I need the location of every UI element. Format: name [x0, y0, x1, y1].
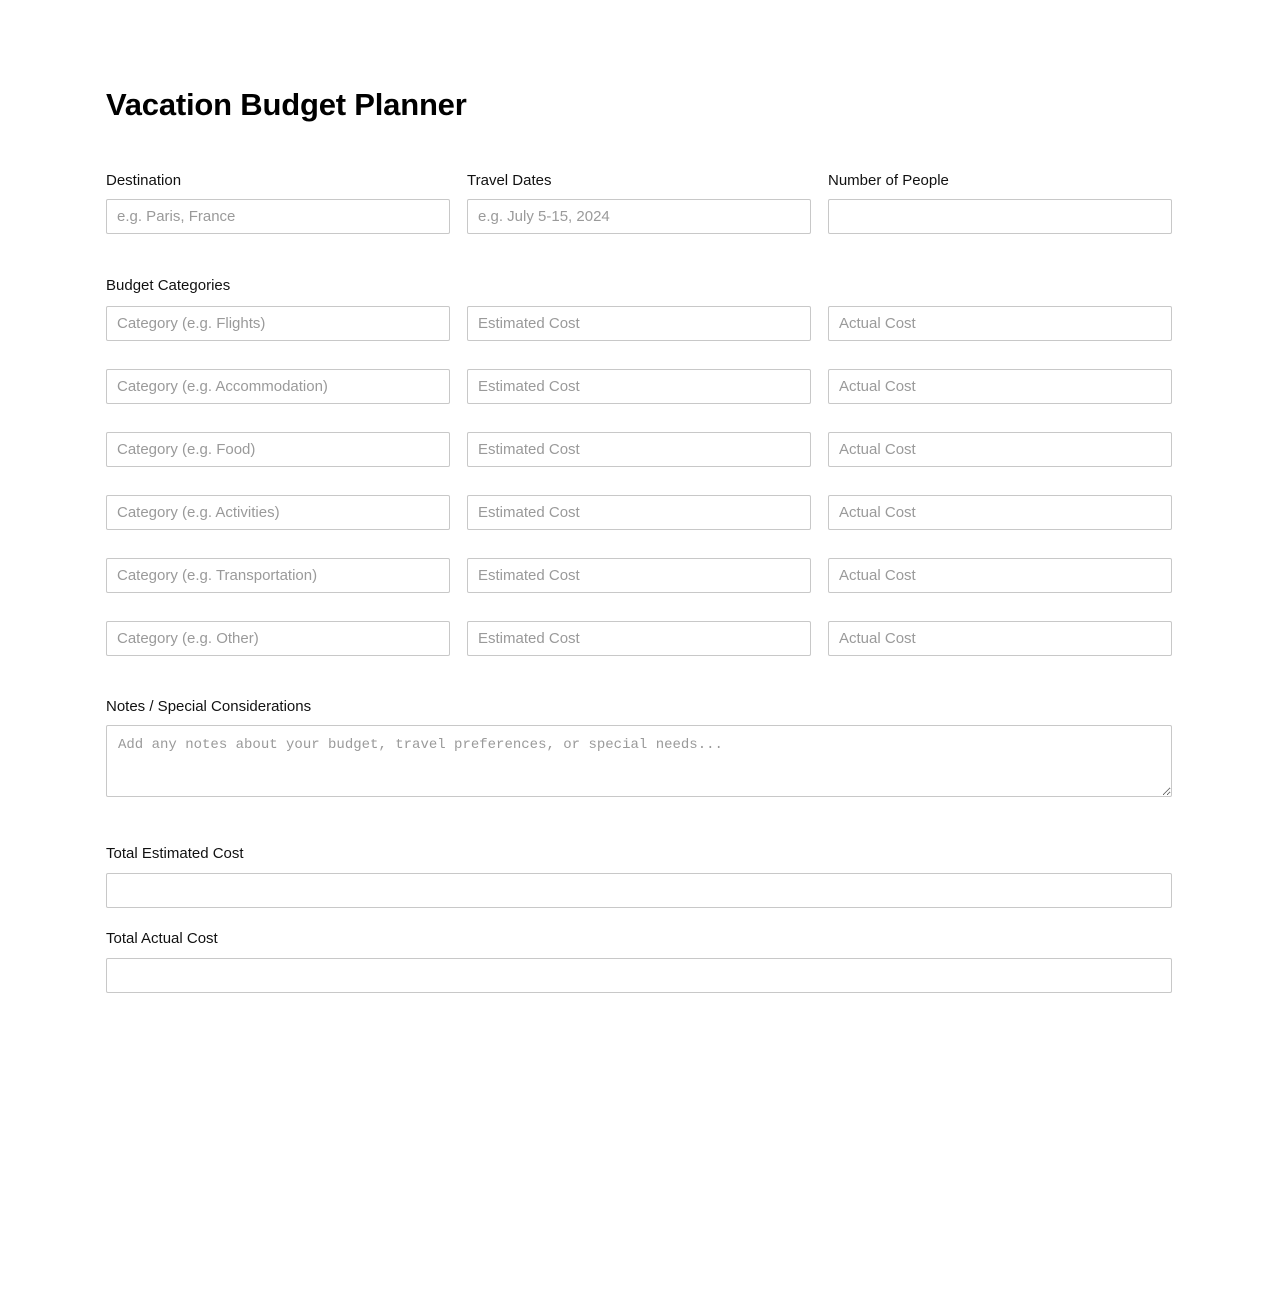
category-name-cell: [106, 621, 450, 656]
number-of-people-label: Number of People: [828, 172, 949, 190]
category-name-input[interactable]: [106, 495, 450, 530]
estimated-cost-input[interactable]: [467, 495, 811, 530]
category-name-cell: [106, 558, 450, 593]
budget-category-row: [106, 621, 1172, 656]
actual-cost-cell: [828, 432, 1172, 467]
total-estimated-cost-group: [106, 845, 1172, 908]
estimated-cost-cell: [467, 306, 811, 341]
budget-category-row: [106, 369, 1172, 404]
notes-textarea[interactable]: [106, 725, 1172, 797]
estimated-cost-cell: [467, 369, 811, 404]
actual-cost-input[interactable]: [828, 495, 1172, 530]
actual-cost-input[interactable]: [828, 306, 1172, 341]
budget-categories-label: Budget Categories: [106, 277, 231, 295]
destination-input[interactable]: [106, 199, 450, 234]
category-name-input[interactable]: [106, 621, 450, 656]
total-estimated-cost-label: Total Estimated Cost: [106, 845, 244, 863]
actual-cost-input[interactable]: [828, 432, 1172, 467]
budget-category-row: [106, 558, 1172, 593]
budget-category-row: [106, 432, 1172, 467]
category-name-cell: [106, 306, 450, 341]
category-name-input[interactable]: [106, 369, 450, 404]
travel-dates-field-group: [467, 172, 811, 234]
category-name-input[interactable]: [106, 432, 450, 467]
actual-cost-input[interactable]: [828, 621, 1172, 656]
budget-categories-section: [106, 277, 1172, 656]
travel-dates-label: Travel Dates: [467, 172, 552, 190]
total-actual-cost-input[interactable]: [106, 958, 1172, 993]
category-name-cell: [106, 369, 450, 404]
budget-category-row: [106, 306, 1172, 341]
number-of-people-input[interactable]: [828, 199, 1172, 234]
total-actual-cost-group: [106, 930, 1172, 993]
number-of-people-field-group: [828, 172, 1172, 234]
notes-label: Notes / Special Considerations: [106, 698, 312, 716]
page-title: Vacation Budget Planner: [106, 87, 467, 122]
actual-cost-input[interactable]: [828, 369, 1172, 404]
destination-label: Destination: [106, 172, 182, 190]
estimated-cost-input[interactable]: [467, 306, 811, 341]
actual-cost-input[interactable]: [828, 558, 1172, 593]
estimated-cost-input[interactable]: [467, 432, 811, 467]
estimated-cost-cell: [467, 621, 811, 656]
estimated-cost-cell: [467, 558, 811, 593]
actual-cost-cell: [828, 306, 1172, 341]
total-actual-cost-label: Total Actual Cost: [106, 930, 218, 948]
travel-dates-input[interactable]: [467, 199, 811, 234]
actual-cost-cell: [828, 369, 1172, 404]
category-name-cell: [106, 495, 450, 530]
budget-categories-rows: [106, 306, 1172, 656]
estimated-cost-cell: [467, 432, 811, 467]
actual-cost-cell: [828, 621, 1172, 656]
category-name-input[interactable]: [106, 558, 450, 593]
estimated-cost-input[interactable]: [467, 558, 811, 593]
destination-field-group: [106, 172, 450, 234]
estimated-cost-cell: [467, 495, 811, 530]
estimated-cost-input[interactable]: [467, 621, 811, 656]
actual-cost-cell: [828, 558, 1172, 593]
total-estimated-cost-input[interactable]: [106, 873, 1172, 908]
category-name-cell: [106, 432, 450, 467]
estimated-cost-input[interactable]: [467, 369, 811, 404]
category-name-input[interactable]: [106, 306, 450, 341]
actual-cost-cell: [828, 495, 1172, 530]
notes-section: [106, 698, 1172, 797]
trip-details-row: [106, 172, 1172, 234]
budget-category-row: [106, 495, 1172, 530]
